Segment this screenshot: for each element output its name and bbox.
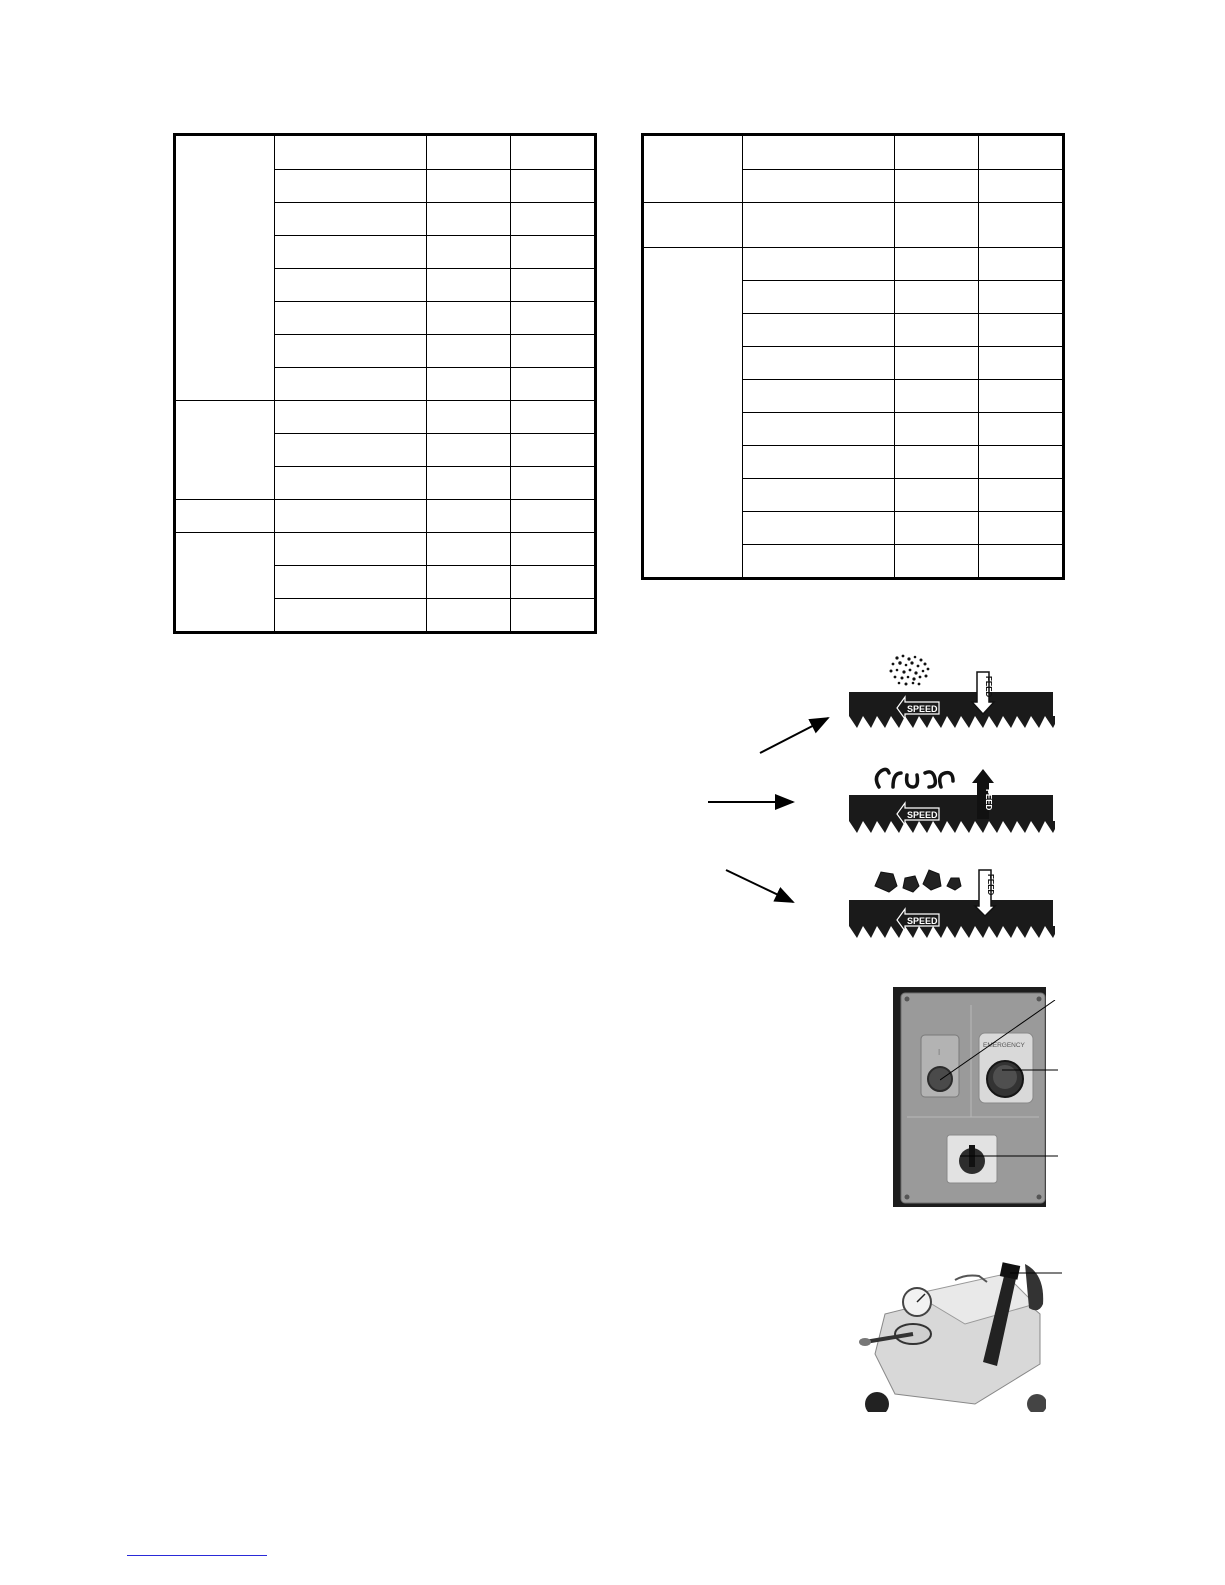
table-cell [511,467,596,500]
table-cell [275,368,427,401]
callout-start-button [940,1000,1055,1080]
table-cell [743,203,895,248]
table-cell [979,170,1064,203]
table-cell [275,500,427,533]
table-cell [511,368,596,401]
table-row [175,401,596,434]
table-cell [427,170,511,203]
table-cell [895,314,979,347]
speed-label: SPEED [907,916,938,926]
table-row [175,533,596,566]
table-cell [511,236,596,269]
table-cell [895,281,979,314]
table-cell [275,599,427,633]
speed-label: SPEED [907,810,938,820]
pressure-gauge-icon [903,1288,931,1316]
table-cell [979,135,1064,170]
table-cell [427,599,511,633]
table-cell [275,335,427,368]
emergency-label: EMERGENCY [983,1042,1025,1049]
table-cell [511,269,596,302]
table-cell [427,401,511,434]
table-cell [275,302,427,335]
table-cell [743,380,895,413]
table-cell [895,347,979,380]
table-row [643,135,1064,170]
fine-chips-icon [890,655,930,686]
table-cell [427,302,511,335]
table-row [643,203,1064,248]
table-cell [511,335,596,368]
right-spec-table [641,133,1065,580]
table-cell [979,446,1064,479]
table-cell [427,533,511,566]
machine-callouts [1010,1268,1065,1278]
table-cell [275,203,427,236]
table-cell [979,413,1064,446]
group-cell [175,533,275,633]
blade-curled-chips-figure [847,757,1055,837]
group-cell [175,500,275,533]
panel-callouts [940,1000,1060,1170]
table-cell [979,248,1064,281]
table-cell [427,135,511,170]
table-cell [275,566,427,599]
table-cell [895,248,979,281]
table-cell [427,368,511,401]
table-cell [427,500,511,533]
table-cell [511,566,596,599]
arrow-to-blade-fine [760,718,828,753]
table-cell [895,135,979,170]
group-cell [643,248,743,579]
feed-arrow-icon [975,870,995,916]
blade-teeth [849,716,1055,728]
group-cell [643,135,743,203]
table-cell [511,500,596,533]
table-cell [895,446,979,479]
table-cell [427,467,511,500]
table-cell [743,446,895,479]
blade-fine-chips-figure [847,650,1055,730]
table-cell [743,314,895,347]
group-cell [643,203,743,248]
table-cell [427,236,511,269]
table-cell [979,479,1064,512]
table-cell [895,413,979,446]
table-cell [979,545,1064,579]
left-spec-table [173,133,597,634]
blade-chunky-chips-figure [847,860,1055,940]
table-cell [895,545,979,579]
table-cell [275,269,427,302]
table-cell [979,281,1064,314]
chunky-chips-icon [875,870,961,892]
table-cell [427,434,511,467]
feed-label: FEED [984,676,993,698]
table-cell [427,566,511,599]
table-cell [979,314,1064,347]
table-cell [979,203,1064,248]
group-cell [175,135,275,401]
table-cell [275,467,427,500]
blade-teeth [849,821,1055,833]
table-cell [511,533,596,566]
table-cell [511,401,596,434]
table-row [175,500,596,533]
table-cell [743,135,895,170]
start-label: I [938,1048,941,1057]
table-cell [427,269,511,302]
table-cell [979,380,1064,413]
table-cell [275,401,427,434]
table-cell [511,434,596,467]
table-cell [743,347,895,380]
table-cell [511,203,596,236]
feed-label: FEED [984,789,993,811]
table-cell [275,170,427,203]
footer-rule [127,1555,267,1556]
table-cell [743,479,895,512]
feed-label: FEED [986,874,995,896]
table-cell [979,512,1064,545]
left-table-body [175,135,596,633]
table-cell [275,533,427,566]
table-cell [275,135,427,170]
table-cell [427,203,511,236]
table-cell [743,281,895,314]
table-cell [895,170,979,203]
table-cell [895,380,979,413]
table-cell [743,512,895,545]
table-cell [427,335,511,368]
table-cell [895,203,979,248]
table-cell [979,347,1064,380]
table-cell [511,135,596,170]
table-row [175,135,596,170]
table-cell [743,248,895,281]
table-cell [511,170,596,203]
table-cell [895,512,979,545]
table-cell [743,170,895,203]
group-cell [175,401,275,500]
table-row [643,248,1064,281]
right-table-body [643,135,1064,579]
blade-teeth [849,926,1055,938]
speed-label: SPEED [907,704,938,714]
arrows [700,700,840,920]
curled-chips-icon [876,769,953,787]
table-cell [743,545,895,579]
table-cell [275,434,427,467]
table-cell [511,302,596,335]
arrow-to-blade-chunk [726,870,793,902]
table-cell [511,599,596,633]
table-cell [895,479,979,512]
table-cell [743,413,895,446]
table-cell [275,236,427,269]
